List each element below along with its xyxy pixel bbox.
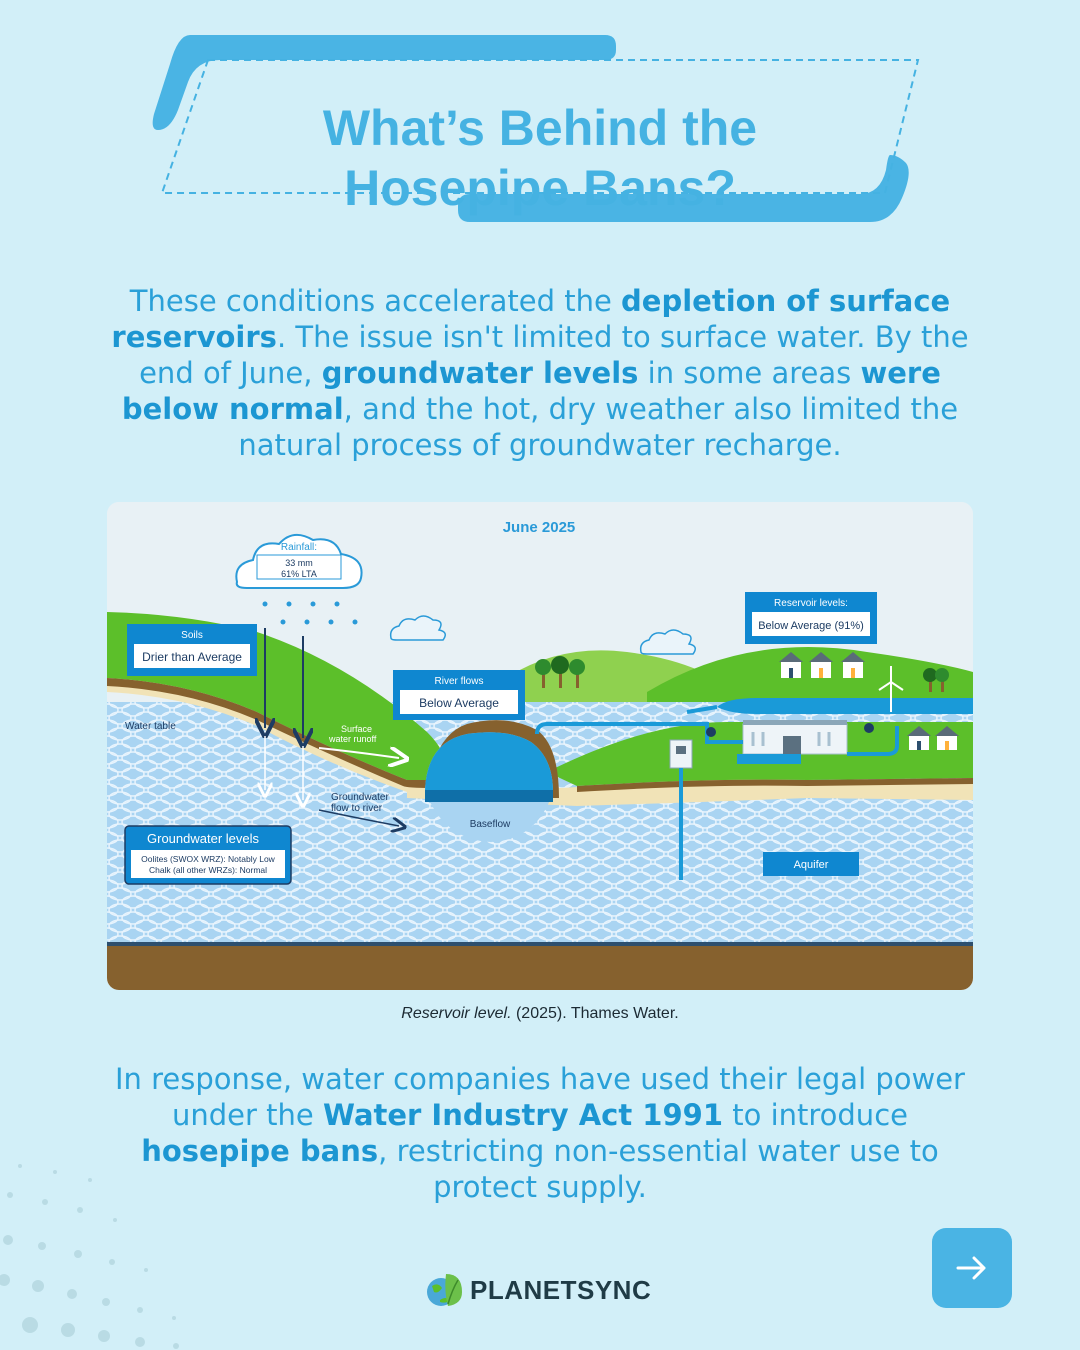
next-button[interactable]: [932, 1228, 1012, 1308]
rainfall-label: Rainfall:: [280, 542, 318, 553]
outro-paragraph: [110, 1061, 970, 1205]
soils-value: Drier than Average: [142, 650, 242, 664]
diagram-canvas: [107, 502, 973, 990]
soils-label: Soils: [181, 630, 203, 641]
intro-paragraph: [100, 283, 980, 463]
title-line-2: Hosepipe Bans?: [344, 160, 736, 216]
intro-text-1: These conditions accelerated the: [129, 284, 622, 318]
water-table-label: Water table: [125, 721, 176, 732]
river-flows-value: Below Average: [419, 696, 499, 710]
baseflow-label: Baseflow: [469, 819, 511, 830]
gw-flow-label-1: Groundwater: [331, 792, 389, 803]
surface-runoff-label-2: water runoff: [329, 734, 377, 744]
title-banner: [150, 30, 930, 230]
intro-bold-1: depletion of surface reservoirs: [111, 284, 951, 354]
caption-italic: Reservoir level.: [401, 1005, 512, 1022]
intro-bold-2: groundwater levels: [321, 356, 639, 390]
house-icon: [779, 652, 865, 678]
intro-text-2: . The issue isn't limited to surface water. By the end of June,: [139, 320, 969, 390]
groundwater-line-2: Chalk (all other WRZs): Normal: [148, 865, 268, 875]
outro-text-3: , restricting non-essential water use to protect supply.: [378, 1134, 939, 1204]
groundwater-label: Groundwater levels: [147, 831, 259, 846]
page-title: [150, 98, 930, 218]
outro-bold-1: Water Industry Act 1991: [322, 1098, 724, 1132]
surface-runoff-label-1: Surface: [341, 724, 373, 734]
intro-bold-3: were below normal: [121, 356, 941, 426]
title-line-1: What’s Behind the: [322, 100, 758, 156]
outro-text-2: to introduce: [723, 1098, 908, 1132]
aquifer-label: Aquifer: [793, 859, 829, 871]
river-flows-label: River flows: [434, 676, 484, 687]
outro-bold-2: hosepipe bans: [141, 1134, 379, 1168]
diagram-caption: [0, 1005, 1080, 1023]
water-cycle-diagram: [107, 502, 973, 990]
reservoir-label: Reservoir levels:: [774, 598, 848, 609]
groundwater-line-1: Oolites (SWOX WRZ): Notably Low: [141, 854, 275, 864]
rainfall-value-1: 33 mm: [285, 558, 313, 568]
brand-logo: [424, 1270, 651, 1310]
tree-icon: [535, 656, 585, 688]
earth-leaf-icon: [424, 1270, 464, 1310]
reservoir-value: Below Average (91%): [758, 620, 864, 632]
outro-text-1: In response, water companies have used their legal power under the: [115, 1062, 965, 1132]
arrow-right-icon: [952, 1248, 992, 1288]
intro-text-3: in some areas: [638, 356, 861, 390]
diagram-heading: June 2025: [502, 519, 576, 536]
brand-name: PLANETSYNC: [470, 1274, 652, 1305]
caption-rest: (2025). Thames Water.: [511, 1005, 679, 1022]
intro-text-4: , and the hot, dry weather also limited the natural process of groundwater recharge.: [238, 392, 959, 462]
rainfall-value-2: 61% LTA: [281, 569, 317, 579]
gw-flow-label-2: flow to river: [331, 803, 383, 814]
